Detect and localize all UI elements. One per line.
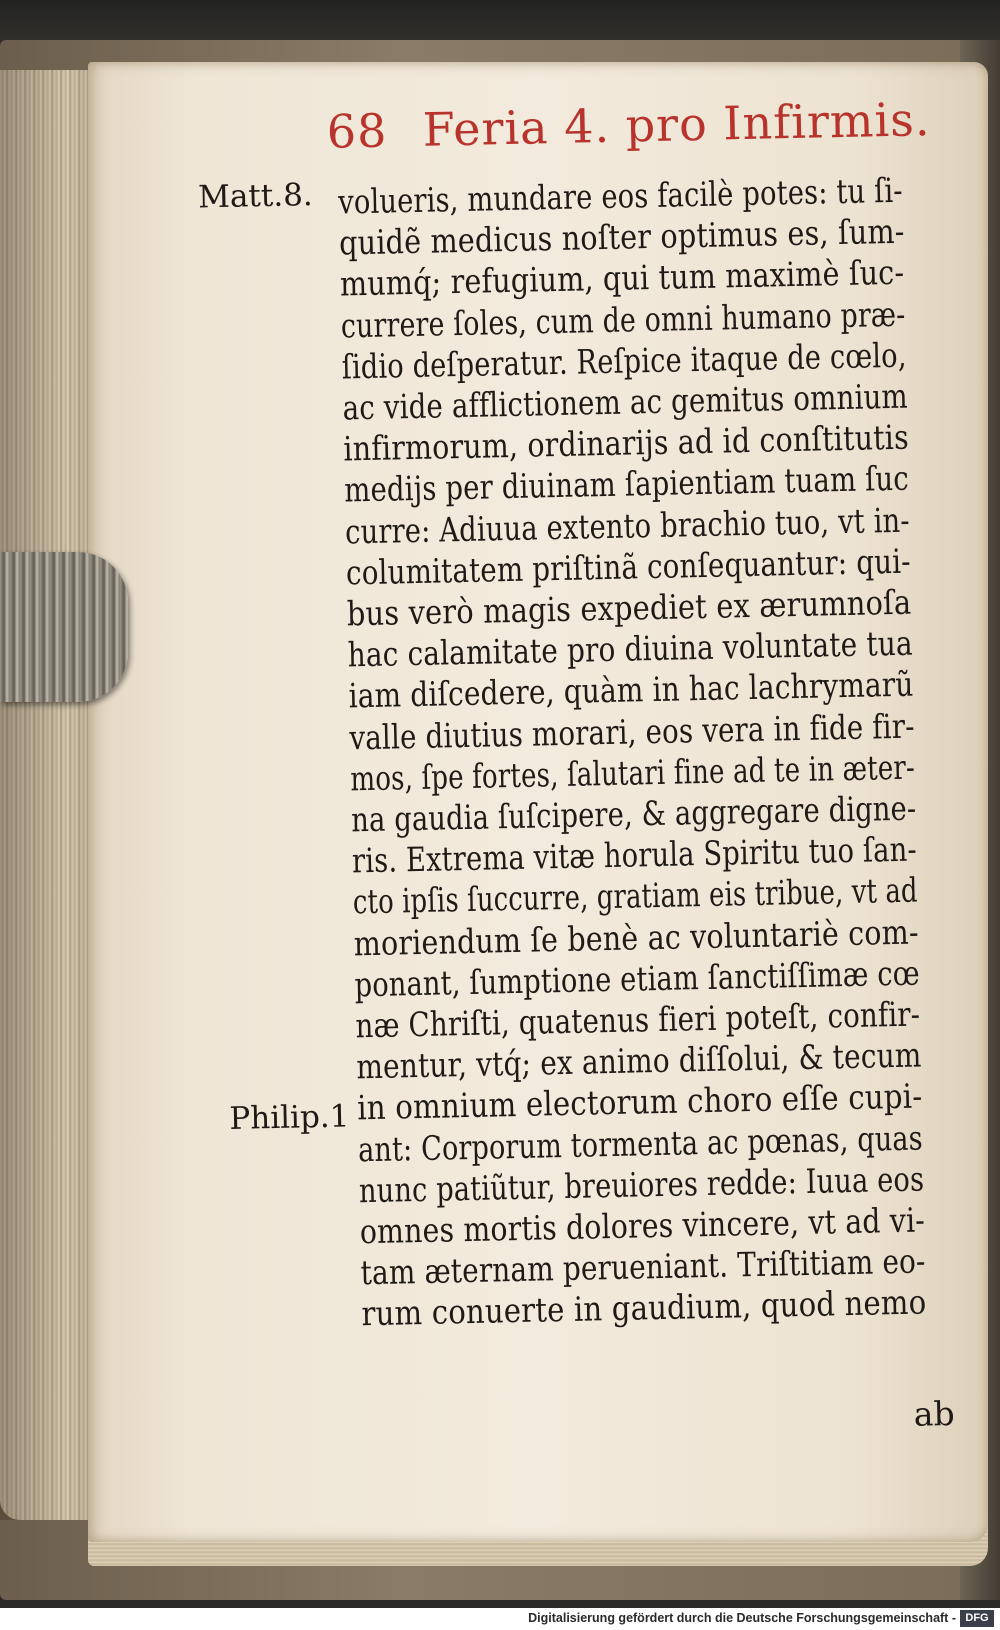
text-line: ponant, ſumptione etiam ſanctiſſimæ cœ [354, 953, 921, 1005]
text-line: medijs per diuinam ſapientiam tuam ſuc [343, 459, 910, 510]
text-line: mumq́; refugium, qui tum maximè ſuc- [339, 253, 905, 304]
text-line: mos, ſpe fortes, ſalutari fine ad te in æter- [349, 747, 916, 799]
margin-note: Matt.8. [197, 177, 314, 216]
text-line: na gaudia ſuſcipere, & aggregare digne- [350, 788, 917, 840]
text-line: ris. Extrema vitæ horula Spiritu tuo ſan- [351, 829, 918, 881]
running-header [326, 92, 931, 165]
text-line: infirmorum, ordinarijs ad id conſtitutis [343, 417, 910, 469]
page-number: 68 [326, 103, 388, 159]
footer-credit: Digitalisierung gefördert durch die Deutsche Forschungsgemeinschaft - [528, 1611, 956, 1625]
text-line: nunc patiũtur, breuiores redde: Iuua eos [358, 1159, 925, 1211]
text-line: ant: Corporum tormenta ac pœnas, quas [357, 1118, 924, 1169]
text-line: ſidio deſperatur. Reſpice itaque de cœlo, [341, 335, 907, 387]
text-line: mentur, vtq́; ex animo diſſolui, & tecum [355, 1035, 922, 1087]
text-line: quidẽ medicus noſter optimus es, ſum- [338, 211, 905, 263]
text-line: bus verò magis expediet ex ærumnoſa [346, 582, 912, 634]
text-line: omnes mortis dolores vincere, vt ad vi- [359, 1200, 926, 1252]
text-line: tam æternam perueniant. Triſtitiam eo- [360, 1241, 926, 1293]
text-line: curre: Adiuua extento brachio tuo, vt in- [344, 500, 911, 552]
text-line: hac calamitate pro diuina voluntate tua [347, 623, 914, 675]
text-line: næ Chriſti, quatenus fieri poteſt, confir- [355, 994, 921, 1046]
text-line: volueris, mundare eos facilè potes: tu ſi- [337, 170, 904, 222]
text-line: moriendum ſe benè ac voluntariè com- [353, 912, 920, 963]
text-line: valle diutius morari, eos vera in fide fir- [349, 706, 916, 757]
text-line: in omnium electorum choro eſſe cupi- [356, 1076, 923, 1128]
text-line: iam diſcedere, quàm in hac lachrymarũ [348, 664, 914, 716]
margin-note: Philip.1 [229, 1098, 350, 1137]
text-line: cto ipſis ſuccurre, gratiam eis tribue, vt ad [352, 870, 919, 922]
running-title: Feria 4. pro Infirmis. [422, 92, 931, 157]
catchword: ab [913, 1393, 955, 1434]
text-line: ac vide afflictionem ac gemitus omnium [342, 376, 909, 428]
text-line: rum conuerte in gaudium, quod nemo [361, 1282, 927, 1334]
text-line: currere ſoles, cum de omni humano præ- [340, 294, 906, 346]
dfg-logo: DFG [960, 1610, 994, 1627]
text-line: columitatem priſtinã conſequantur: qui- [345, 541, 912, 593]
